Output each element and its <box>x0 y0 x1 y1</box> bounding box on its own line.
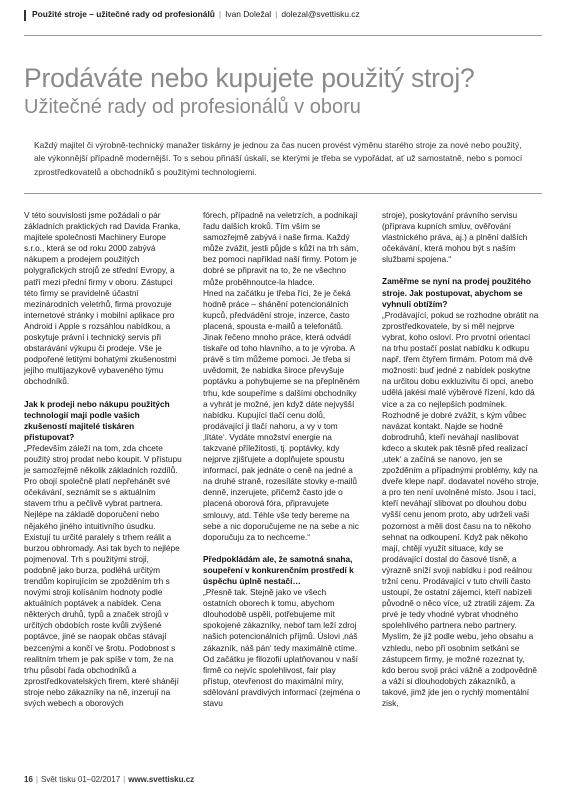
text-column-3 <box>382 210 540 709</box>
page-footer <box>24 775 542 784</box>
lead-paragraph: Každý majitel či výrobně-technický manažer tiskárny je jednou za čas nucen provést výměnu starého stroje za nové nebo použitý, ale výkonnější případně modernější. To s sebou přináší úskalí, se kterými je třeba se vypořádat, ať už samostatně, nebo s pomocí zprostředkovatelů a obchodníků s použitými technologiemi. <box>34 140 523 177</box>
interview-question: Zaměřme se nyní na prodej použitého stroje. Jak postupovat, abychom se vyhnuli obtížím? <box>382 276 531 309</box>
article-subtitle: Užitečné rady od profesionálů v oboru <box>24 96 361 118</box>
header-separator: | <box>218 9 222 19</box>
body-paragraph: „Prodávající, pokud se rozhodne obrátit na zprostředkovatele, by si měl nejprve vybrat, koho osloví. Pro prvotní orientaci na trhu postačí poslat nabídku k odkupu např. třem čtyřem firmám. Potom má dvě možnosti: buď jedné z nabídek poskytne na určitou dobu exkluzivitu či opci, anebo udělá jakési malé výběrové řízení, kdo dá více a za co nejlepších podmínek. Rozhodně je dobré zvážit, s kým vůbec navázat kontakt. Najde se hodně dobrodruhů, kteří neváhají naslibovat kdeco a skutek pak těsně před realizací ‚utek‘ a začíná se nanovo, jen se zpožděním a případnými problémy, kdy na dveře klepe např. dodavatel nového stroje, a pro ten není uvolněné místo. Jsou i tací, kteří neváhají slibovat po dlouhou dobu vyšší cenu jenom proto, aby udrželi vaši pozornost a měli dost času na to někoho sehnat na odkoupení. Když pak někoho mají, chtějí využít situace, kdy se prodávající dostal do časové tísně, a výrazně sníží svoji nabídku i pod reálnou tržní cenu. Prodávající v tuto chvíli často ustoupí, že ostatní zájemci, kteří nabízeli původně o něco více, už ztratili zájem. Za prvé je tedy vhodné vybrat vhodného spolehlivého partnera nebo partnery. Myslím, že již podle webu, jeho obsahu a vzhledu, nebo při osobním setkání se zástupcem firmy, je možné rozeznat ty, kdo berou svoji práci vážně a zodpovědně a váží si dlouhodobých zákazníků, a takové, jimž jde jen o rychlý momentální zisk, <box>382 309 539 709</box>
website-link[interactable]: www.svettisku.cz <box>128 775 195 784</box>
article-title: Prodáváte nebo kupujete použitý stroj? <box>24 63 475 93</box>
lead-divider <box>24 193 542 194</box>
body-paragraph: Hned na začátku je třeba říci, že je čeká hodně práce – shánění potencionálních kupců, předvádění stroje, inzerce, často placená, spousta e-mailů a telefonátů. Jinak řečeno mnoho práce, která odvádí tiskaře od toho hlavního, a to je výroba. A právě s tím můžeme pomoci. Je třeba si uvědomit, že nabídka široce převyšuje poptávku a pohybujeme se na přeplněném trhu, kde soupeříme s dalšími obchodníky a vyhrát je možné, jen když dáte nejvyšší nabídku. Kupující tlačí cenu dolů, prodávající ji tlačí nahoru, a vy v tom ‚lítáte‘. Vydáte množství energie na takzvané příležitosti, tj. poptávky, kdy nejprve zjišťujete a doplňujete spoustu informací, pak jednáte o ceně na jedné a na druhé straně, rozesíláte stovky e-mailů denně, inzerujete, přičemž často jde o placená oborová fóra, připravujete smlouvy, atd. Téhle vše tedy bereme na sebe a nic doporučujeme ne na sebe a nic doporučuju za to nechceme.“ <box>203 287 360 542</box>
header-separator: | <box>275 9 278 19</box>
header-email[interactable]: dolezal@svettisku.cz <box>281 9 360 19</box>
header-line <box>32 9 360 19</box>
body-paragraph: stroje), poskytování právního servisu (příprava kupních smluv, ověřování vlastnického práva, aj.) a plnění dalších očekávání, která mohou být s naším službami spojena.“ <box>382 210 528 265</box>
body-paragraph: fórech, případně na veletrzích, a podnikají řadu dalších kroků. Tím vším se samozřejmě zabývá i naše firma. Každý může zvážit, jestli půjde s kůží na trh sám, bez pomoci například naší firmy. Potom je dobré se připravit na to, že ne všechno může proběhnoutce-la hladce. <box>203 210 359 287</box>
interview-question: Jak k prodeji nebo nákupu použitých technologií mají podle vašich zkušeností majitelé tiskáren přistupovat? <box>24 398 170 442</box>
text-column-1 <box>24 210 182 709</box>
header-author: Ivan Doležal <box>225 9 272 19</box>
body-paragraph: „Přesně tak. Stejně jako ve všech ostatních oborech k tomu, abychom dlouhodobě uspěli, potřebujeme mít spokojené zákazníky, nebof tam leží zdroj našich potencionálních příjmů. Úslovi ‚náš zákazník, náš pán‘ tedy maximálně ctíme. Od začátku je filozofii uplatňovanou v naší firmě co nejvíc spolehlivost, fair play přístup, otevřenost do maximální míry, sdělování pravdivých informací (zejména o stavu <box>203 587 361 709</box>
page-number: 16 <box>24 775 33 784</box>
text-column-2 <box>203 210 361 709</box>
issue-label: Svět tisku 01–02/2017 <box>40 775 121 784</box>
body-paragraph: „Především záleží na tom, zda chcete použitý stroj prodat nebo koupit. V přístupu je samozřejmě několik základních rozdílů. Pro obojí společně platí nepřehánět své očekávání, seznámit se s aktuálním stavem trhu a pečlivě vybrat partnera. Nejlépe na základě doporučení nebo nějakého jiného intuitivního úsudku. Existují tu určité paralely s trhem reálit a burzou obhromady. Asi tak bych to nejlépe pojmenoval. Trh s použitými stroji, podobně jako burza, podléhá určitým trendům kopírujícím se zpožděním trh s novými stroji kolísáním hodnoty podle aktuálních poptávek a nabídek. Cena některých druhů, typů a značek strojů v určitých obdobích roste kvůli zvýšené poptávce, jiné se naopak občas stávají bezcenými a končí ve šrotu. Podobnost s realitním trhem je pak spíše v tom, že na trhu působí řada obchodníků a zprostředkovatelských firem, které shánějí stroje nebo zákazníky na ně, inzerují na svých webech a oborových <box>24 442 182 709</box>
header-bar <box>24 10 26 21</box>
footer-separator: | <box>123 775 126 784</box>
article-lead <box>34 139 532 179</box>
page-header <box>24 0 542 36</box>
footer-separator: | <box>35 775 38 784</box>
body-paragraph: V této souvislosti jsme požádali o pár základních praktických rad Davida Franka, majitele společnosti Machinery Europe s.r.o., která se od roku 2000 zabývá nákupem a prodejem použitých polygrafických strojů ze střední Evropy, a patří mezi přední firmy v oboru. Zástupci této firmy se pravidelně účastní mezinárodních veletrhů, firma provozuje internetové stránky i mobilní aplikace pro Android i Apple s rozsáhlou nabídkou, a poskytuje právní i technický servis při obstarávání výkupu či prodeje. Vše je podpořené letitými bohatými zkušenostmi jejího multijazykově vybaveného týmu obchodníků. <box>24 210 181 387</box>
header-rubric: Použité stroje – užitečné rady od profesionálů <box>32 9 215 19</box>
interview-question: Předpokládám ale, že samotná snaha, soupeření v konkurenčním prostředí k úspěchu úplně nestačí… <box>203 553 354 586</box>
